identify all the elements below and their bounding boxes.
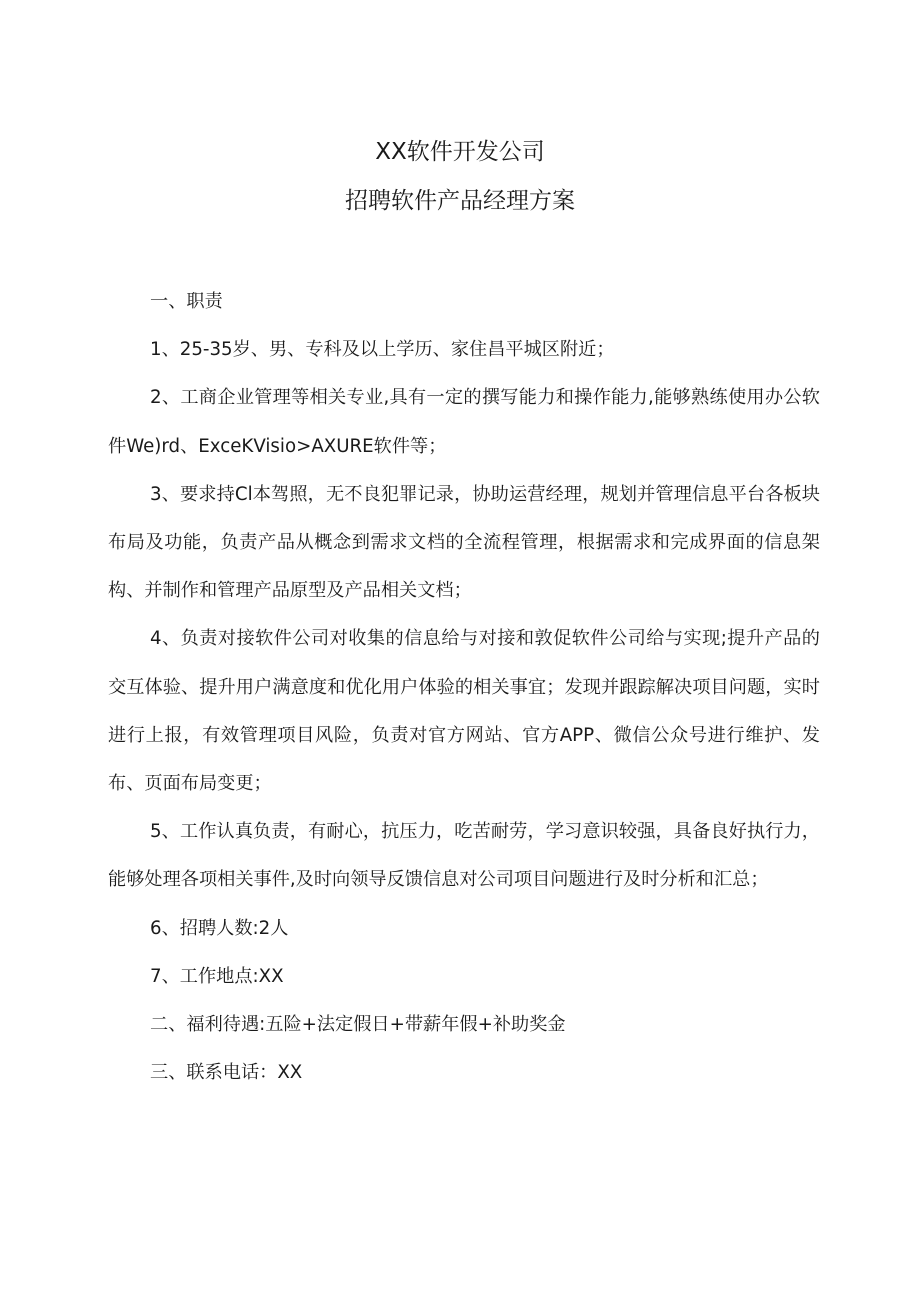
headcount-item: 6、招聘人数:2人	[150, 917, 289, 939]
requirement-item-5: 5、工作认真负责，有耐心，抗压力，吃苦耐劳，学习意识较强，具备良好执行力，能够处理各项相关事件,及时向领导反馈信息对公司项目问题进行及时分析和汇总；	[108, 821, 820, 891]
requirement-item-2: 2、工商企业管理等相关专业,具有一定的撰写能力和操作能力,能够熟练使用办公软件We)rd、ExceKVisio>AXURE软件等；	[108, 387, 820, 457]
section-heading-benefits: 二、福利待遇:五险+法定假日+带薪年假+补助奖金	[150, 1014, 566, 1036]
section-heading-contact: 三、联系电话：XX	[150, 1062, 303, 1084]
document-title: 招聘软件产品经理方案	[345, 188, 575, 214]
requirement-item-1: 1、25-35岁、男、专科及以上学历、家住昌平城区附近；	[150, 339, 615, 361]
company-title: XX软件开发公司	[375, 139, 545, 165]
document-body	[108, 278, 820, 1097]
section-heading-duties: 一、职责	[150, 291, 223, 312]
work-location-item: 7、工作地点:XX	[150, 965, 284, 987]
requirement-item-4: 4、负责对接软件公司对收集的信息给与对接和敦促软件公司给与实现;提升产品的交互体验、提升用户满意度和优化用户体验的相关事宜；发现并跟踪解决项目问题，实时进行上报，有效管理项目风险，负责对官方网站、官方APP、微信公众号进行维护、发布、页面布局变更；	[108, 628, 820, 795]
requirement-item-3: 3、要求持Cl本驾照，无不良犯罪记录，协助运营经理，规划并管理信息平台各板块布局及功能，负责产品从概念到需求文档的全流程管理，根据需求和完成界面的信息架构、并制作和管理产品原型及产品相关文档；	[108, 483, 820, 602]
